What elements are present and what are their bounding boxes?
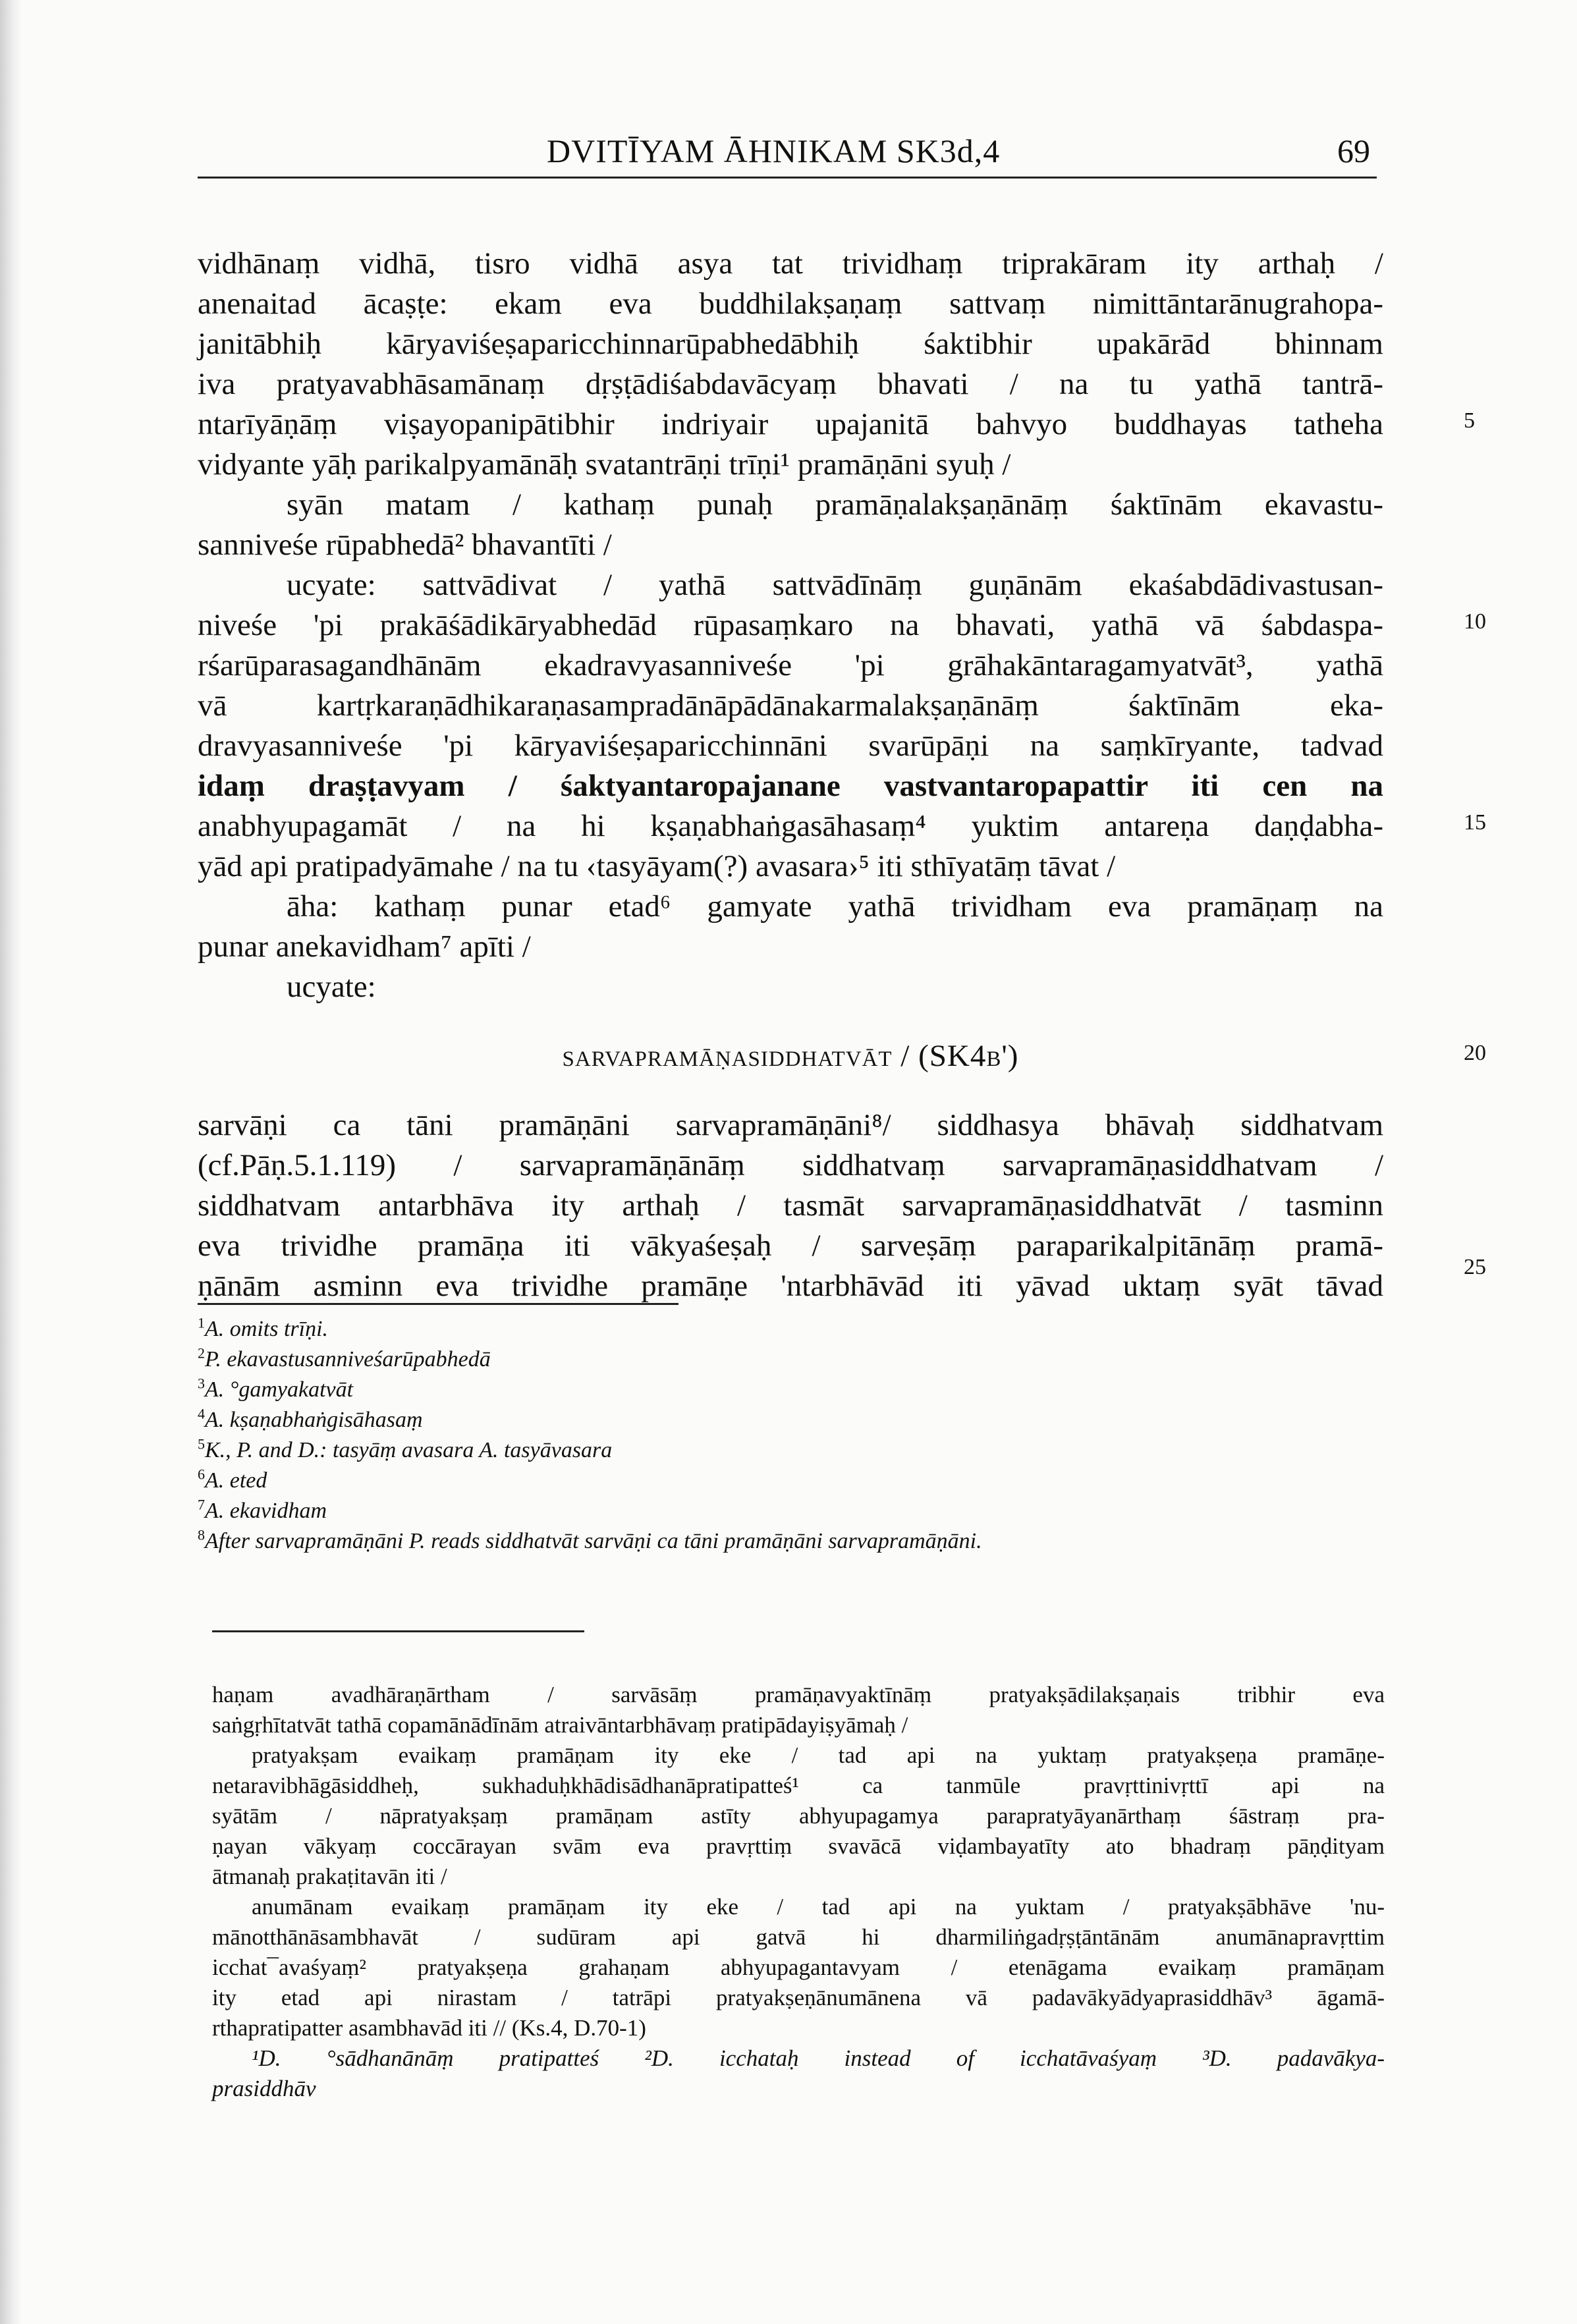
footnote: $^4$A. kṣaṇabhaṅgisāhasaṃ — [198, 1405, 423, 1432]
text-line: ucyate: — [287, 970, 376, 1004]
text-line: vidhānaṃ vidhā, tisro vidhā asya tat trividhaṃ triprakāram ity arthaḥ / — [198, 246, 1383, 281]
text-line: sanniveśe rūpabhedā² bhavantīti / — [198, 528, 612, 562]
footnote: $^7$A. ekavidham — [198, 1496, 327, 1523]
footnote-rule — [198, 1303, 678, 1305]
running-title: DVITĪYAM ĀHNIKAM SK3d,4 — [547, 132, 1001, 169]
text-line: syān matam / kathaṃ punaḥ pramāṇalakṣaṇānāṃ śaktīnām ekavastu- — [287, 487, 1383, 522]
footnote: $^2$P. ekavastusanniveśarūpabhedā — [198, 1344, 491, 1371]
main-text — [198, 244, 1383, 1306]
line-number: 10 — [1464, 609, 1486, 634]
commentary-line: saṅgṛhītatvāt tathā copamānādīnām atraivāntarbhāvaṃ pratipādayiṣyāmaḥ / — [212, 1712, 908, 1738]
text-line: anabhyupagamāt / na hi kṣaṇabhaṅgasāhasaṃ⁴ yuktim antareṇa daṇḍabha- — [198, 809, 1383, 843]
commentary-rule — [212, 1630, 584, 1632]
commentary-footnote: prasiddhāv — [212, 2076, 316, 2101]
text-line: rśarūparasagandhānām ekadravyasanniveśe 'pi grāhakāntaragamyatvāt³, yathā — [198, 648, 1383, 682]
line-number: 15 — [1464, 810, 1486, 835]
commentary-line: mānotthānāsambhavāt / sudūram api gatvā hi dharmiliṅgadṛṣṭāntānām anumānapravṛttim — [212, 1924, 1385, 1950]
commentary-line: ātmanaḥ prakaṭitavān iti / — [212, 1864, 447, 1889]
footnote: $^8$After sarvapramāṇāni P. reads siddhatvāt sarvāṇi ca tāni pramāṇāni sarvapramāṇāni. — [198, 1526, 982, 1553]
text-line: anenaitad ācaṣṭe: ekam eva buddhilakṣaṇaṃ sattvaṃ nimittāntarānugrahopa- — [198, 287, 1383, 321]
footnote: $^1$A. omits trīṇi. — [198, 1314, 329, 1341]
text-line: janitābhiḥ kāryaviśeṣaparicchinnarūpabhedābhiḥ śaktibhir upakārād bhinnam — [198, 327, 1383, 361]
text-line: niveśe 'pi prakāśādikāryabhedād rūpasaṃkaro na bhavati, yathā vā śabdaspa- — [198, 608, 1383, 642]
text-line: vā kartṛkaraṇādhikaraṇasampradānāpādānakarmalakṣaṇānāṃ śaktīnām eka- — [198, 688, 1383, 723]
scan-shadow — [0, 0, 22, 2324]
text-line: ntarīyāṇāṃ viṣayopanipātibhir indriyair upajanitā bahvyo buddhayas tatheha — [198, 407, 1383, 441]
text-line: yād api pratipadyāmahe / na tu ‹tasyāyam(?) avasara›⁵ iti sthīyatāṃ tāvat / — [198, 849, 1116, 883]
line-number: 25 — [1464, 1255, 1486, 1279]
text-line: dravyasanniveśe 'pi kāryaviśeṣaparicchinnāni svarūpāṇi na saṃkīryante, tadvad — [198, 729, 1383, 763]
text-line: iva pratyavabhāsamānaṃ dṛṣṭādiśabdavācyaṃ bhavati / na tu yathā tantrā- — [198, 367, 1383, 401]
commentary-line: netaravibhāgāsiddheḥ, sukhaduḥkhādisādhanāpratipatteś¹ ca tanmūle pravṛttinivṛttī api na — [212, 1773, 1385, 1798]
commentary-line: haṇam avadhāraṇārtham / sarvāsāṃ pramāṇavyaktīnāṃ pratyakṣādilakṣaṇais tribhir eva — [212, 1682, 1385, 1707]
footnote: $^5$K., P. and D.: tasyāṃ avasara A. tasyāvasara — [198, 1435, 613, 1462]
text-line: (cf.Pāṇ.5.1.119) / sarvapramāṇānāṃ siddhatvaṃ sarvapramāṇasiddhatvam / — [198, 1148, 1383, 1182]
page-number: 69 — [1337, 132, 1370, 169]
line-number: 5 — [1464, 408, 1475, 433]
footnote: $^3$A. °gamyakatvāt — [198, 1375, 354, 1402]
commentary-line: rthapratipatter asambhavād iti // (Ks.4, D.70-1) — [212, 2015, 646, 2041]
commentary-line: pratyakṣam evaikaṃ pramāṇam ity eke / tad api na yuktaṃ pratyakṣeṇa pramāṇe- — [252, 1742, 1385, 1768]
text-line: eva trividhe pramāṇa iti vākyaśeṣaḥ / sarveṣāṃ paraparikalpitānāṃ pramā- — [198, 1229, 1383, 1263]
text-line: vidyante yāḥ parikalpyamānāḥ svatantrāṇi trīṇi¹ pramāṇāni syuḥ / — [198, 447, 1011, 482]
text-line: punar anekavidham⁷ apīti / — [198, 929, 531, 964]
text-line: ucyate: sattvādivat / yathā sattvādīnāṃ guṇānām ekaśabdādivastusan- — [287, 568, 1383, 602]
commentary-line: ity etad api nirastam / tatrāpi pratyakṣeṇānumānena vā padavākyādyaprasiddhāv³ āgamā- — [212, 1985, 1385, 2010]
commentary-line: icchat¯avaśyaṃ² pratyakṣeṇa grahaṇam abhyupagantavyam / etenāgama evaikaṃ pramāṇam — [212, 1954, 1385, 1980]
commentary-line: syātām / nāpratyakṣaṃ pramāṇam astīty abhyupagamya parapratyāyanārthaṃ śāstraṃ pra- — [212, 1803, 1385, 1829]
text-line: idaṃ draṣṭavyam / śaktyantaropajanane vastvantaropapattir iti cen na — [198, 769, 1383, 803]
commentary-line: anumānam evaikaṃ pramāṇam ity eke / tad api na yuktam / pratyakṣābhāve 'nu- — [252, 1894, 1385, 1920]
text-line: āha: kathaṃ punar etad⁶ gamyate yathā trividham eva pramāṇaṃ na — [287, 889, 1383, 924]
text-line: siddhatvam antarbhāva ity arthaḥ / tasmāt sarvapramāṇasiddhatvāt / tasminn — [198, 1188, 1383, 1223]
footnote: $^6$A. eted — [198, 1466, 267, 1493]
commentary-footnote: ¹D. °sādhanānāṃ pratipatteś ²D. icchataḥ instead of icchatāvaśyaṃ ³D. padavākya- — [252, 2045, 1385, 2071]
line-number: 20 — [1464, 1041, 1486, 1065]
sutra-heading: sarvapramāṇasiddhatvāt / (SK4b') — [562, 1039, 1019, 1073]
commentary-line: ṇayan vākyaṃ coccārayan svām eva pravṛttiṃ svavācā viḍambayatīty ato bhadraṃ pāṇḍityam — [212, 1833, 1385, 1859]
footnotes — [198, 1314, 1383, 1557]
commentary-text — [212, 1680, 1385, 2104]
running-header — [198, 130, 1377, 179]
text-line: sarvāṇi ca tāni pramāṇāni sarvapramāṇāni⁸/ siddhasya bhāvaḥ siddhatvam — [198, 1108, 1383, 1142]
text-line: ṇānām asminn eva trividhe pramāṇe 'ntarbhāvād iti yāvad uktaṃ syāt tāvad — [198, 1269, 1383, 1303]
